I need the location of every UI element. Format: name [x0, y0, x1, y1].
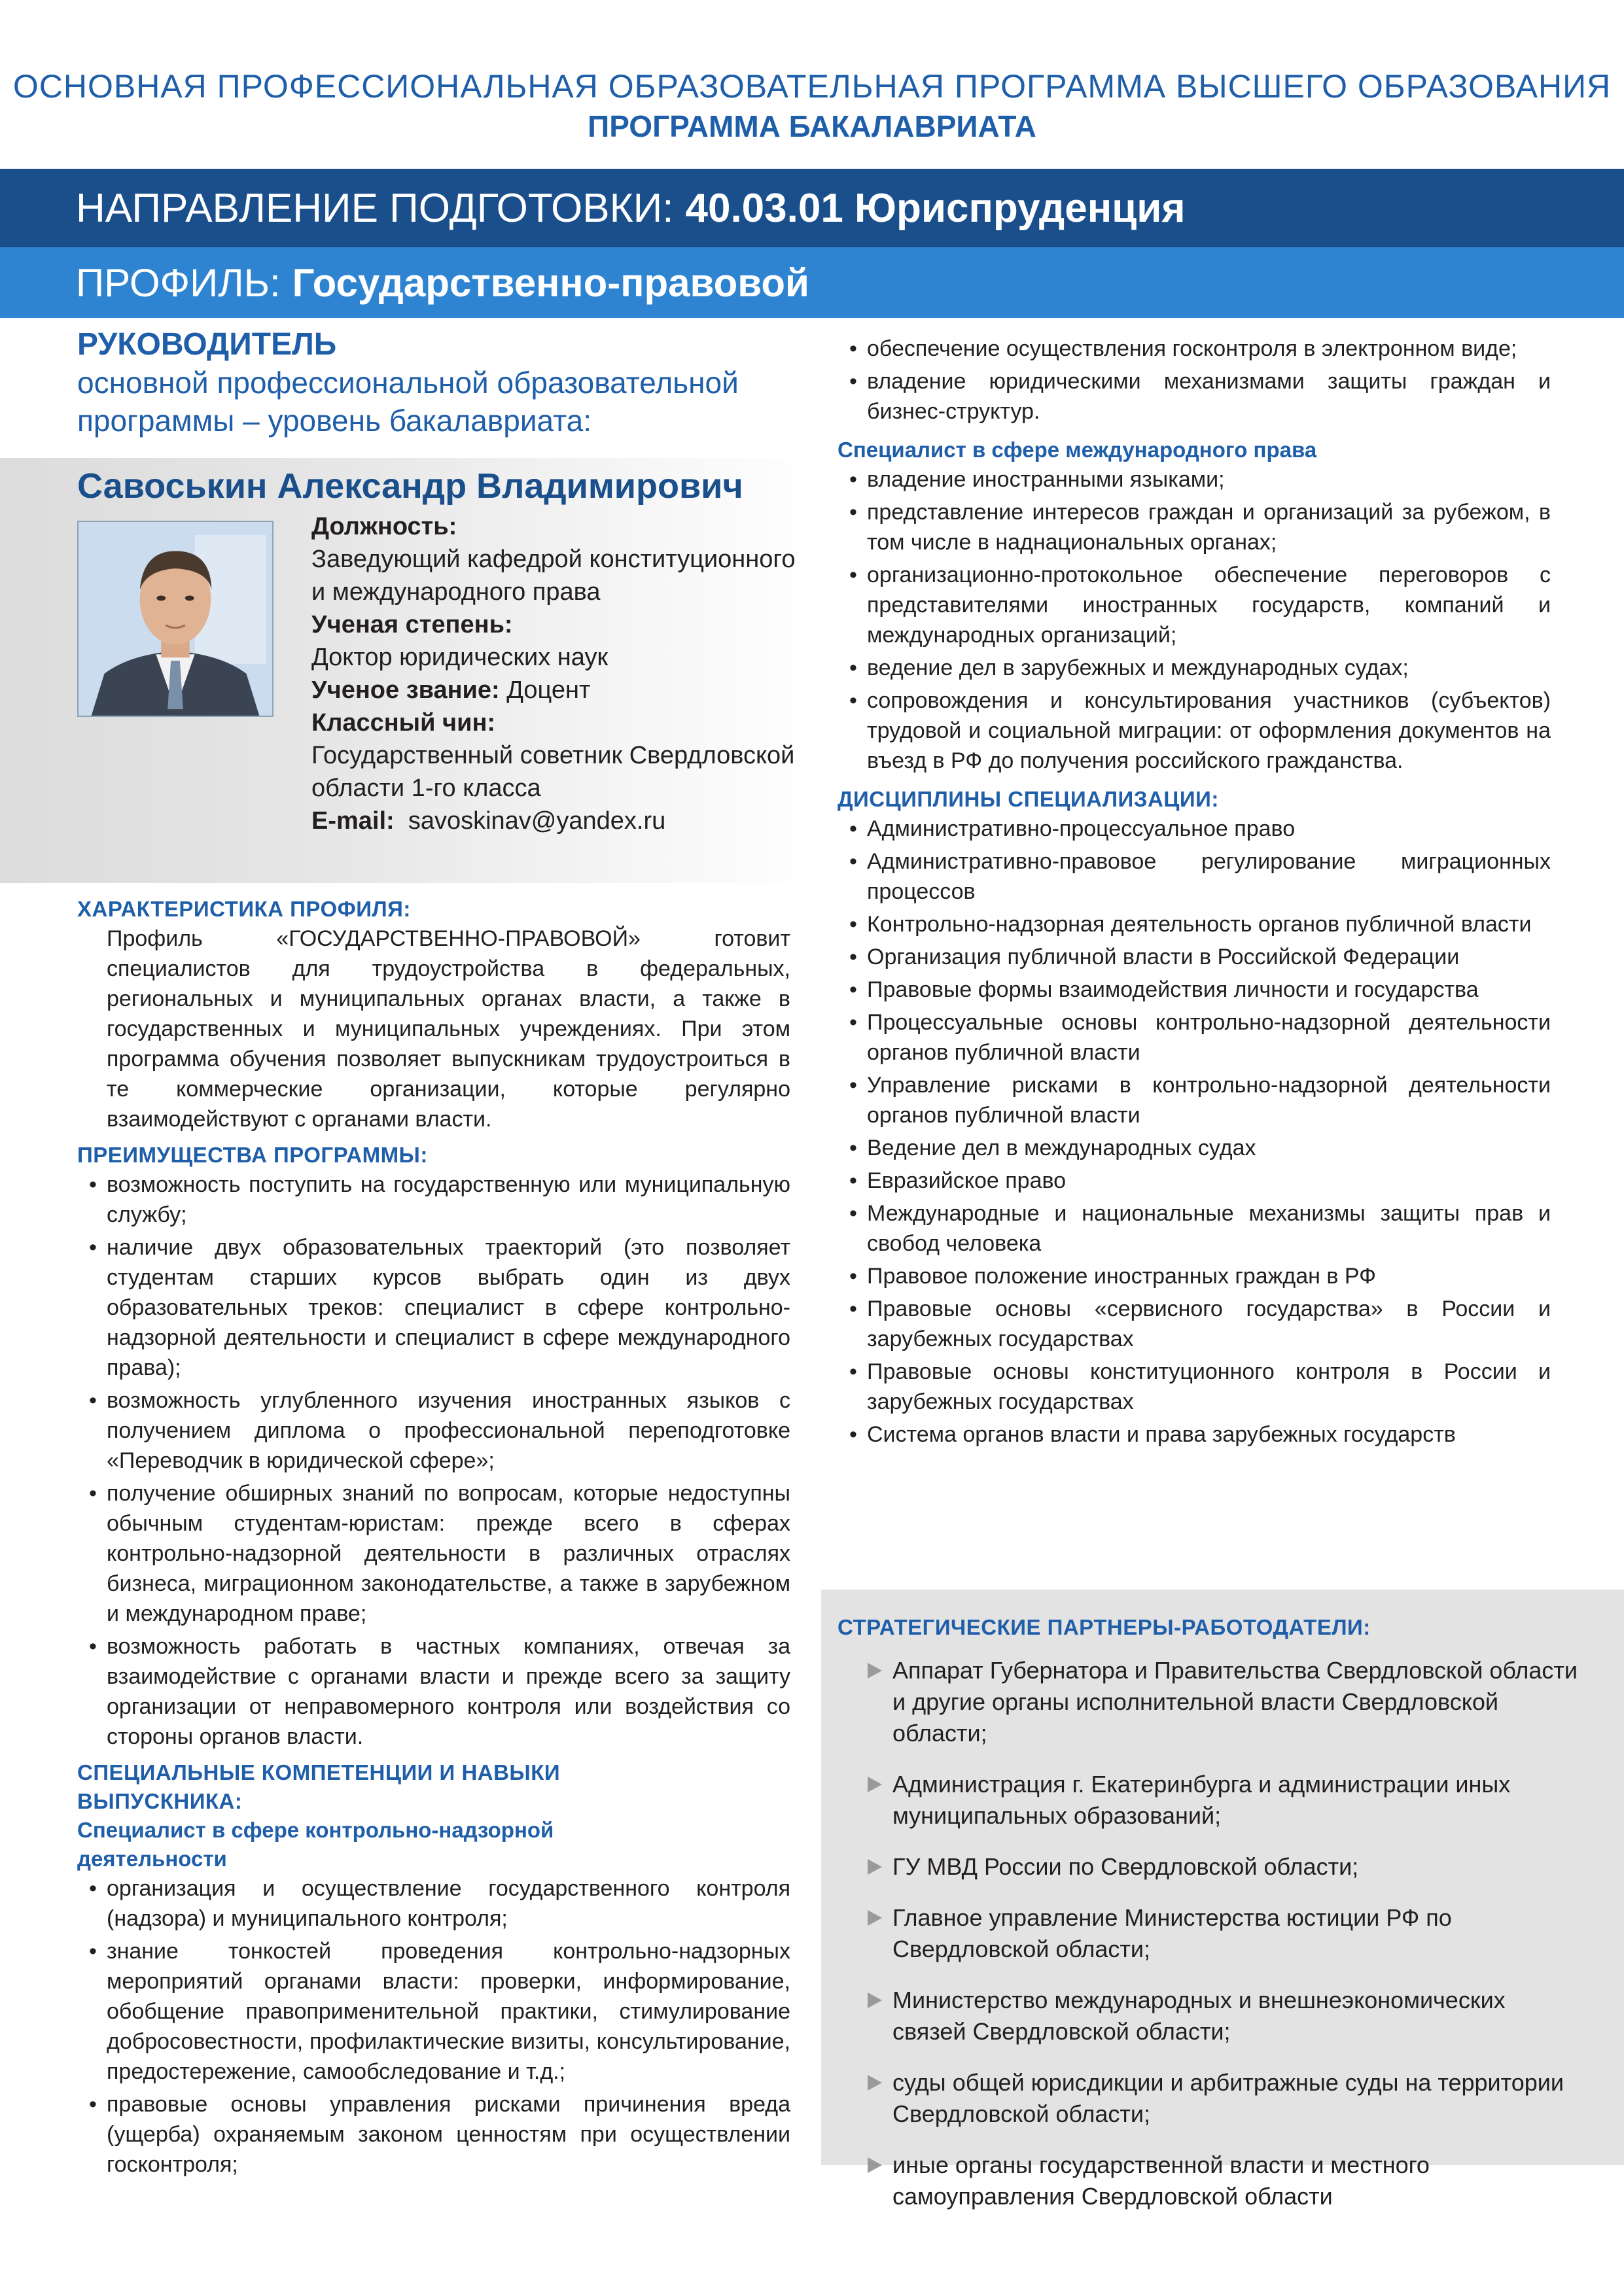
- head-block: [77, 326, 810, 440]
- list-item: • Правовые основы «сервисного государства» в России и зарубежных государствах: [838, 1294, 1551, 1354]
- intl-title: Специалист в сфере международного права: [838, 438, 1317, 462]
- rank-row: [311, 674, 815, 706]
- head-subtitle-1: основной профессиональной образовательной: [77, 366, 739, 400]
- portrait-image: [79, 522, 272, 716]
- list-item: суды общей юрисдикции и арбитражные суды на территории Свердловской области;: [838, 2067, 1583, 2130]
- rank-value: Доцент: [506, 676, 591, 704]
- list-item: • Евразийское право: [838, 1166, 1551, 1196]
- list-item: • владение иностранными языками;: [838, 464, 1551, 495]
- partners-list: [838, 1655, 1583, 2232]
- list-item: • Управление рисками в контрольно-надзорной деятельности органов публичной власти: [838, 1070, 1551, 1130]
- list-item: • правовые основы управления рисками причинения вреда (ущерба) охраняемым законом ценностям при осуществлении госконтроля;: [77, 2089, 790, 2180]
- head-photo: [77, 521, 274, 717]
- class-value: Государственный советник Свердловской области 1-го класса: [311, 742, 795, 802]
- list-item: • возможность работать в частных компаниях, отвечая за взаимодействие с органами власти и прежде всего за защиту организации от неправомерного контроля или воздействия со стороны органов власти.: [77, 1631, 790, 1752]
- list-item: • Международные и национальные механизмы защиты прав и свобод человека: [838, 1198, 1551, 1259]
- list-item: иные органы государственной власти и местного самоуправления Свердловской области: [838, 2149, 1583, 2212]
- control-list: [77, 1873, 790, 2180]
- list-item: • Процессуальные основы контрольно-надзорной деятельности органов публичной власти: [838, 1007, 1551, 1068]
- email-value[interactable]: savoskinav@yandex.ru: [408, 807, 666, 835]
- list-item: • возможность углубленного изучения иностранных языков с получением диплома о профессиональной переподготовке «Переводчик в юридической сфере»;: [77, 1385, 790, 1476]
- list-item: • Административно-правовое регулирование миграционных процессов: [838, 846, 1551, 907]
- list-item: • организация и осуществление государственного контроля (надзора) и муниципального контроля;: [77, 1873, 790, 1934]
- competencies-title-1: СПЕЦИАЛЬНЫЕ КОМПЕТЕНЦИИ И НАВЫКИ: [77, 1760, 561, 1784]
- list-item: • Административно-процессуальное право: [838, 814, 1551, 844]
- program-header-line2: ПРОГРАММА БАКАЛАВРИАТА: [588, 109, 1036, 143]
- intl-list: [838, 464, 1551, 776]
- list-item: • Правовые формы взаимодействия личности и государства: [838, 975, 1551, 1005]
- email-row: [311, 805, 815, 837]
- control-title-2: деятельности: [77, 1847, 227, 1871]
- position-label: Должность:: [311, 513, 457, 540]
- program-header-line1: ОСНОВНАЯ ПРОФЕССИОНАЛЬНАЯ ОБРАЗОВАТЕЛЬНАЯ ПРОГРАММА ВЫСШЕГО ОБРАЗОВАНИЯ: [12, 68, 1612, 105]
- list-item: • представление интересов граждан и организаций за рубежом, в том числе в наднациональных органах;: [838, 497, 1551, 557]
- characteristic-text: Профиль «ГОСУДАРСТВЕННО-ПРАВОВОЙ» готовит специалистов для трудоустройства в федеральных, региональных и муниципальных органах власти, а также в государственных и муниципальных учреждениях. При этом программа обучения позволяет выпускникам трудоустроиться в те коммерческие организации, которые регулярно взаимодействуют с органами власти.: [107, 926, 790, 1132]
- list-item: Главное управление Министерства юстиции РФ по Свердловской области;: [838, 1902, 1583, 1965]
- characteristic-title: ХАРАКТЕРИСТИКА ПРОФИЛЯ:: [77, 897, 411, 921]
- list-item: • организационно-протокольное обеспечение переговоров с представителями иностранных государств, компаний и международных организаций;: [838, 560, 1551, 650]
- head-info: [311, 510, 815, 837]
- profile-value: Государственно-правовой: [292, 260, 809, 305]
- list-item: • знание тонкостей проведения контрольно-надзорных мероприятий органами власти: проверки, информирование, обобщение правоприменительной практики, стимулирование добросовестности, профилактические визиты, консультирование, предостережение, самообследование и т.д.;: [77, 1936, 790, 2087]
- advantages-list: [77, 1170, 790, 1752]
- direction-band: [0, 169, 1624, 247]
- list-item: Администрация г. Екатеринбурга и администрации иных муниципальных образований;: [838, 1769, 1583, 1832]
- head-subtitle-2: программы – уровень бакалавриата:: [77, 404, 591, 438]
- profile-label: ПРОФИЛЬ:: [76, 260, 281, 305]
- list-item: • возможность поступить на государственную или муниципальную службу;: [77, 1170, 790, 1230]
- disciplines-title: ДИСЦИПЛИНЫ СПЕЦИАЛИЗАЦИИ:: [838, 787, 1219, 811]
- list-item: • Правовые основы конституционного контроля в России и зарубежных государствах: [838, 1357, 1551, 1417]
- position-value: Заведующий кафедрой конституционного и международного права: [311, 546, 796, 606]
- class-label: Классный чин:: [311, 709, 496, 737]
- degree-value: Доктор юридических наук: [311, 644, 609, 671]
- direction-value: 40.03.01 Юриспруденция: [685, 185, 1186, 231]
- person-card: [0, 458, 818, 883]
- list-item: • ведение дел в зарубежных и международных судах;: [838, 653, 1551, 683]
- advantages-title: ПРЕИМУЩЕСТВА ПРОГРАММЫ:: [77, 1143, 428, 1167]
- direction-label: НАПРАВЛЕНИЕ ПОДГОТОВКИ:: [76, 185, 674, 231]
- list-item: ГУ МВД России по Свердловской области;: [838, 1851, 1583, 1883]
- list-item: • сопровождения и консультирования участников (субъектов) трудовой и социальной миграции: от оформления документов на въезд в РФ до получения российского гражданства.: [838, 686, 1551, 776]
- list-item: Аппарат Губернатора и Правительства Свердловской области и другие органы исполнительной власти Свердловской области;: [838, 1655, 1583, 1749]
- head-name: Савоськин Александр Владимирович: [77, 466, 743, 506]
- rank-label: Ученое звание:: [311, 676, 500, 704]
- list-item: • Ведение дел в международных судах: [838, 1133, 1551, 1163]
- email-label: E-mail:: [311, 807, 395, 835]
- head-title: РУКОВОДИТЕЛЬ: [77, 327, 337, 362]
- list-item: • получение обширных знаний по вопросам, которые недоступны обычным студентам-юристам: прежде всего в сферах контрольно-надзорной деятельности в различных отраслях бизнеса, миграционном законодательстве, а также в зарубежном и международном праве;: [77, 1478, 790, 1629]
- program-header: [0, 65, 1624, 145]
- right-column: [838, 334, 1551, 1452]
- degree-label: Ученая степень:: [311, 611, 513, 638]
- partners-box: [821, 1590, 1624, 2210]
- partners-title: СТРАТЕГИЧЕСКИЕ ПАРТНЕРЫ-РАБОТОДАТЕЛИ:: [838, 1615, 1371, 1639]
- control-title-1: Специалист в сфере контрольно-надзорной: [77, 1818, 554, 1842]
- competencies-title-2: ВЫПУСКНИКА:: [77, 1789, 243, 1813]
- left-column: [77, 895, 790, 2182]
- control-list-continued: [838, 334, 1551, 426]
- list-item: • наличие двух образовательных траекторий (это позволяет студентам старших курсов выбрать один из двух образовательных треков: специалист в сфере контрольно-надзорной деятельности и специалист в сфере международного права);: [77, 1232, 790, 1383]
- list-item: Министерство международных и внешнеэкономических связей Свердловской области;: [838, 1985, 1583, 2047]
- list-item: • владение юридическими механизмами защиты граждан и бизнес-структур.: [838, 366, 1551, 426]
- profile-band: [0, 247, 1624, 318]
- list-item: • Система органов власти и права зарубежных государств: [838, 1419, 1551, 1450]
- list-item: • Организация публичной власти в Российской Федерации: [838, 942, 1551, 972]
- list-item: • Контрольно-надзорная деятельность органов публичной власти: [838, 909, 1551, 939]
- list-item: • обеспечение осуществления госконтроля в электронном виде;: [838, 334, 1551, 364]
- list-item: • Правовое положение иностранных граждан в РФ: [838, 1261, 1551, 1291]
- disciplines-list: [838, 814, 1551, 1450]
